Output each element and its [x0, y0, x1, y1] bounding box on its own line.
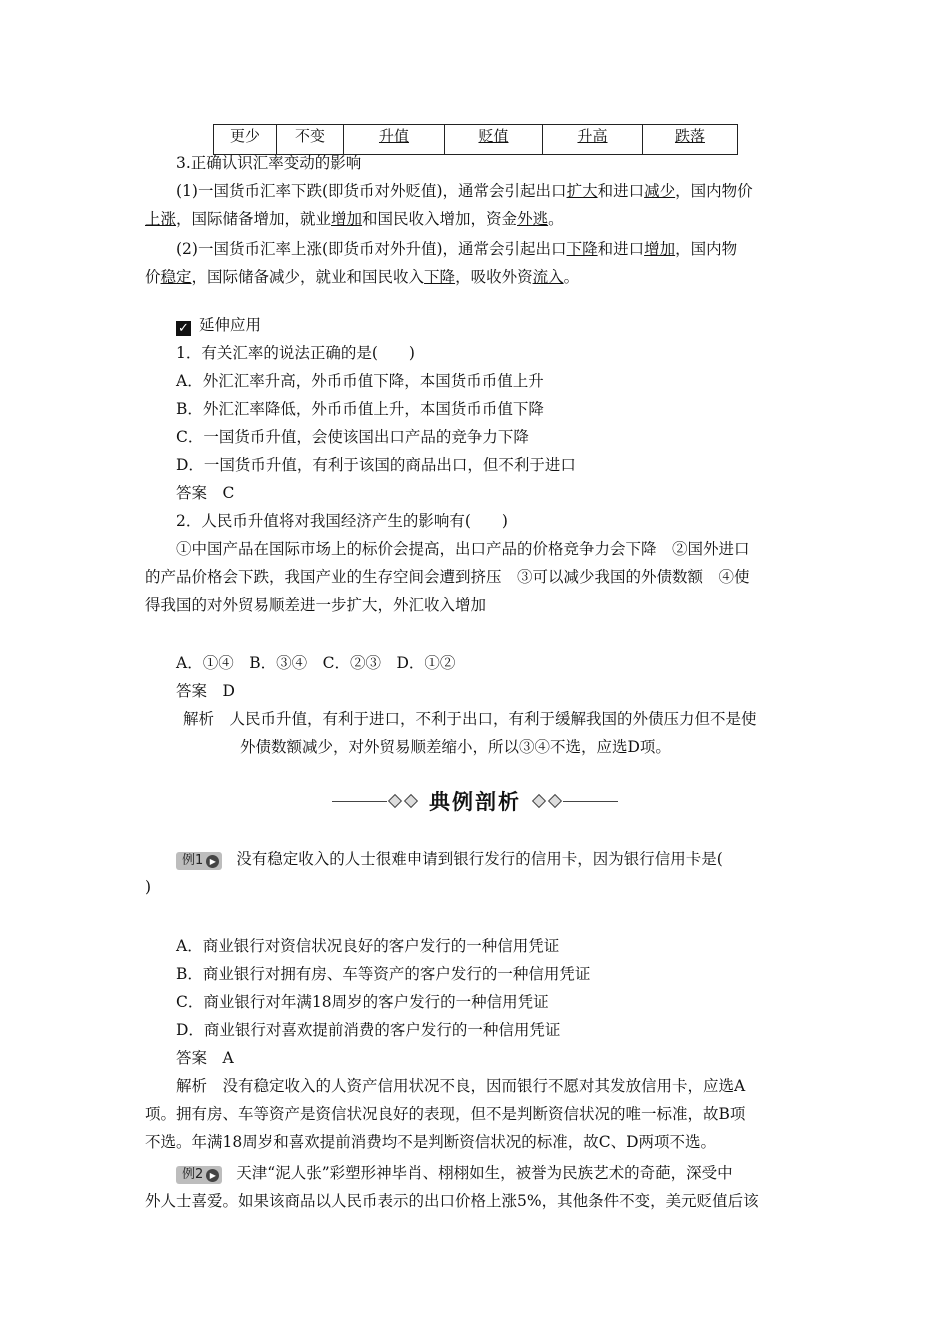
analysis-line: 解析 没有稳定收入的人资产信用状况不良，因而银行不愿对其发放信用卡，应选A — [176, 1077, 746, 1095]
question-body-line: 的产品价格会下跌，我国产业的生存空间会遭到挤压 ③可以减少我国的外债数额 ④使 — [145, 568, 750, 586]
option-c: C．一国货币升值，会使该国出口产品的竞争力下降 — [176, 428, 529, 446]
paragraph-line: 价稳定，国际储备减少，就业和国民收入下降，吸收外资流入。 — [145, 268, 580, 286]
play-icon: ▶ — [206, 855, 219, 868]
answer: 答案 A — [176, 1049, 234, 1067]
decoration-left — [332, 796, 419, 806]
example-stem-line: 外人士喜爱。如果该商品以人民币表示的出口价格上涨5%，其他条件不变，美元贬值后该 — [145, 1192, 759, 1210]
table-cell: 贬值 — [445, 125, 543, 155]
paragraph-line: 上涨，国际储备增加，就业增加和国民收入增加，资金外逃。 — [145, 210, 564, 228]
table-cell: 升高 — [543, 125, 643, 155]
table-cell: 跌落 — [643, 125, 738, 155]
checkbox-icon: ✓ — [176, 321, 191, 336]
question-stem: 2．人民币升值将对我国经济产生的影响有( ) — [176, 512, 508, 530]
extension-heading: ✓ 延伸应用 — [176, 314, 261, 336]
example-badge: 例1 ▶ — [176, 852, 222, 870]
question-body-line: ①中国产品在国际市场上的标价会提高，出口产品的价格竞争力会下降 ②国外进口 — [176, 540, 750, 558]
exchange-rate-table — [213, 124, 738, 155]
section-title — [300, 786, 650, 816]
option-a: A．外汇汇率升高，外币币值下降，本国货币币值上升 — [176, 372, 544, 390]
option-a: A．商业银行对资信状况良好的客户发行的一种信用凭证 — [176, 937, 560, 955]
question-body-line: 得我国的对外贸易顺差进一步扩大，外汇收入增加 — [145, 596, 487, 614]
table-cell: 更少 — [214, 125, 277, 155]
analysis-line: 外债数额减少，对外贸易顺差缩小，所以③④不选，应选D项。 — [240, 738, 671, 756]
play-icon: ▶ — [206, 1169, 219, 1182]
section-title-text: 典例剖析 — [429, 790, 521, 814]
option-b: B．外汇汇率降低，外币币值上升，本国货币币值下降 — [176, 400, 544, 418]
example-stem-line: ) — [145, 878, 152, 896]
option-d: D．商业银行对喜欢提前消费的客户发行的一种信用凭证 — [176, 1021, 561, 1039]
answer: 答案 C — [176, 484, 235, 502]
paragraph-line: (1)一国货币汇率下跌(即货币对外贬值)，通常会引起出口扩大和进口减少，国内物价 — [176, 182, 753, 200]
example-badge: 例2 ▶ — [176, 1166, 222, 1184]
answer: 答案 D — [176, 682, 235, 700]
option-b: B．商业银行对拥有房、车等资产的客户发行的一种信用凭证 — [176, 965, 591, 983]
option-d: D．一国货币升值，有利于该国的商品出口，但不利于进口 — [176, 456, 576, 474]
decoration-right — [531, 796, 618, 806]
table-row — [214, 125, 738, 155]
example-stem-line: 例1 ▶ 没有稳定收入的人士很难申请到银行发行的信用卡，因为银行信用卡是( — [176, 848, 723, 870]
option-c: C．商业银行对年满18周岁的客户发行的一种信用凭证 — [176, 993, 549, 1011]
paragraph-line: (2)一国货币汇率上涨(即货币对外升值)，通常会引起出口下降和进口增加，国内物 — [176, 240, 738, 258]
example-stem-line: 例2 ▶ 天津“泥人张”彩塑形神毕肖、栩栩如生，被誉为民族艺术的奇葩，深受中 — [176, 1162, 733, 1184]
section-heading: 3.正确认识汇率变动的影响 — [176, 154, 362, 172]
question-stem: 1．有关汇率的说法正确的是( ) — [176, 344, 415, 362]
table-cell: 升值 — [344, 125, 445, 155]
question-options: A．①④ B．③④ C．②③ D．①② — [176, 654, 456, 672]
table-cell: 不变 — [277, 125, 344, 155]
analysis-line: 解析 人民币升值，有利于进口，不利于出口，有利于缓解我国的外债压力但不是使 — [183, 710, 757, 728]
analysis-line: 项。拥有房、车等资产是资信状况良好的表现，但不是判断资信状况的唯一标准，故B项 — [145, 1105, 746, 1123]
analysis-line: 不选。年满18周岁和喜欢提前消费均不是判断资信状况的标准，故C、D两项不选。 — [145, 1133, 717, 1151]
